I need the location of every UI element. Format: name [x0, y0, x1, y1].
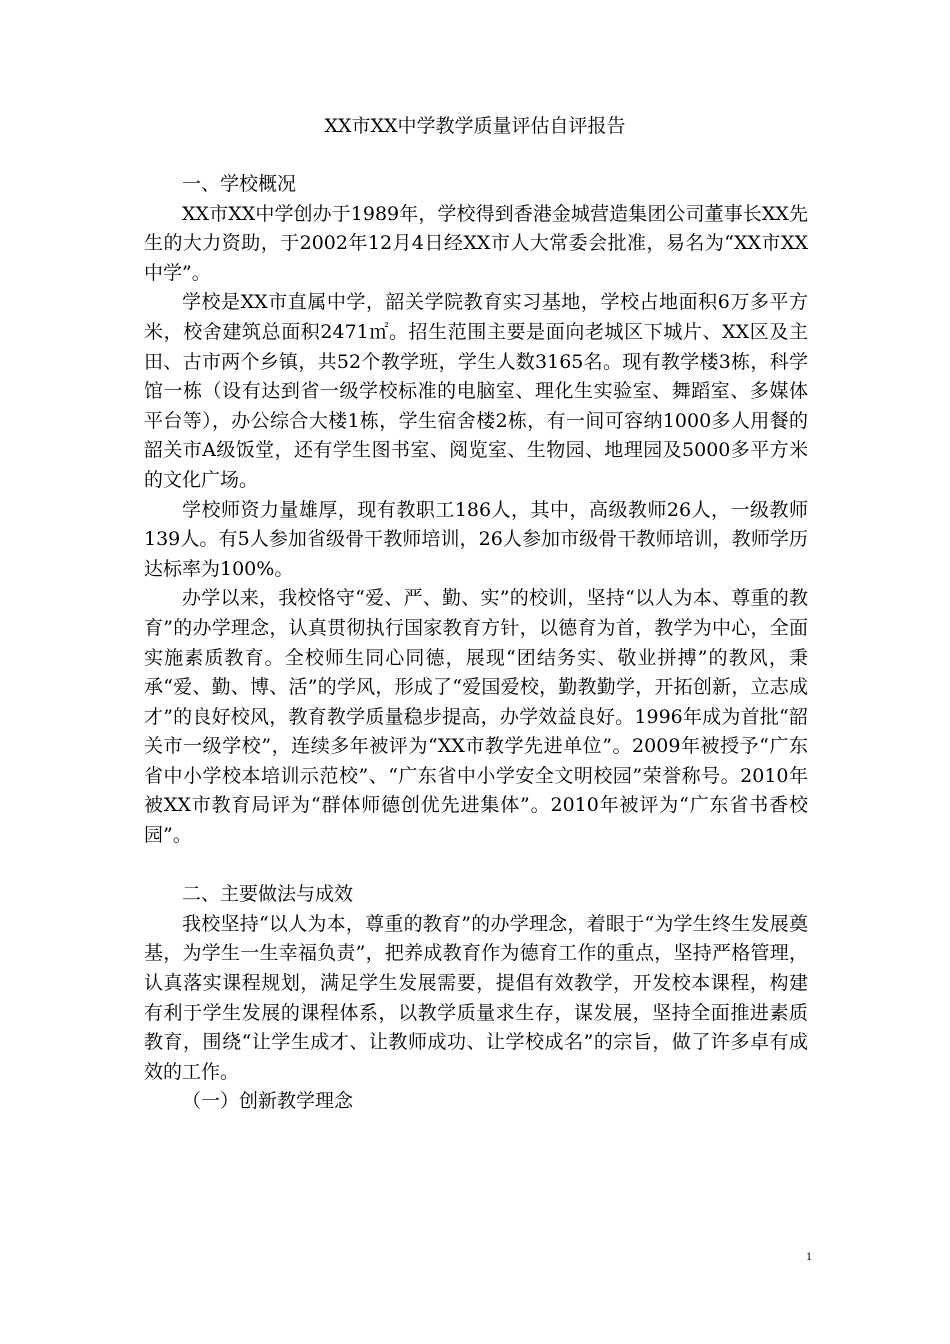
paragraph-teaching-staff: 学校师资力量雄厚，现有教职工186人，其中，高级教师26人，一级教师139人。有5人参加省级骨干教师培训，26人参加市级骨干教师培训，教师学历达标率为100%。 [144, 498, 808, 580]
document-body [144, 170, 808, 1117]
subsection-heading-innovate-teaching: （一）创新教学理念 [182, 1090, 354, 1113]
paragraph-school-founding: XX市XX中学创办于1989年，学校得到香港金城营造集团公司董事长XX先生的大力资助，于2002年12月4日经XX市人大常委会批准，易名为“XX市XX中学”。 [144, 202, 808, 284]
section-heading-main-practices: 二、主要做法与成效 [182, 883, 354, 906]
section-heading-school-overview: 一、学校概况 [182, 173, 297, 195]
paragraph-school-facilities: 学校是XX市直属中学，韶关学院教育实习基地，学校占地面积6万多平方米，校舍建筑总面积2471㎡。招生范围主要是面向老城区下城片、XX区及主田、古市两个乡镇，共52个教学班，学生人数3165名。现有教学楼3栋，科学馆一栋（设有达到省一级学校标准的电脑室、理化生实验室、舞蹈室、多媒体平台等），办公综合大楼1栋，学生宿舍楼2栋，有一间可容纳1000多人用餐的韶关市A级饭堂，还有学生图书室、阅览室、生物园、地理园及5000多平方米的文化广场。 [144, 291, 808, 491]
section-spacer [144, 851, 808, 881]
page-number: 1 [806, 1249, 812, 1263]
document-title: XX市XX中学教学质量评估自评报告 [324, 115, 626, 137]
paragraph-practices-summary: 我校坚持“以人为本，尊重的教育”的办学理念，着眼于“为学生终生发展奠基，为学生一生幸福负责”，把养成教育作为德育工作的重点，坚持严格管理，认真落实课程规划，满足学生发展需要，提倡有效教学，开发校本课程，构建有利于学生发展的课程体系，以教学质量求生存，谋发展，坚持全面推进素质教育，围绕“让学生成才、让教师成功、让学校成名”的宗旨，做了许多卓有成效的工作。 [144, 912, 808, 1083]
paragraph-school-philosophy: 办学以来，我校恪守“爱、严、勤、实”的校训，坚持“以人为本、尊重的教育”的办学理念，认真贯彻执行国家教育方针，以德育为首，教学为中心，全面实施素质教育。全校师生同心同德，展现“团结务实、敬业拼搏”的教风，秉承“爱、勤、博、活”的学风，形成了“爱国爱校，勤教勤学，开拓创新，立志成才”的良好校风，教育教学质量稳步提高，办学效益良好。1996年成为首批“韶关市一级学校”，连续多年被评为“XX市教学先进单位”。2009年被授予“广东省中小学校本培训示范校”、“广东省中小学安全文明校园”荣誉称号。2010年被XX市教育局评为“群体师德创优先进集体”。2010年被评为“广东省书香校园”。 [144, 587, 808, 847]
